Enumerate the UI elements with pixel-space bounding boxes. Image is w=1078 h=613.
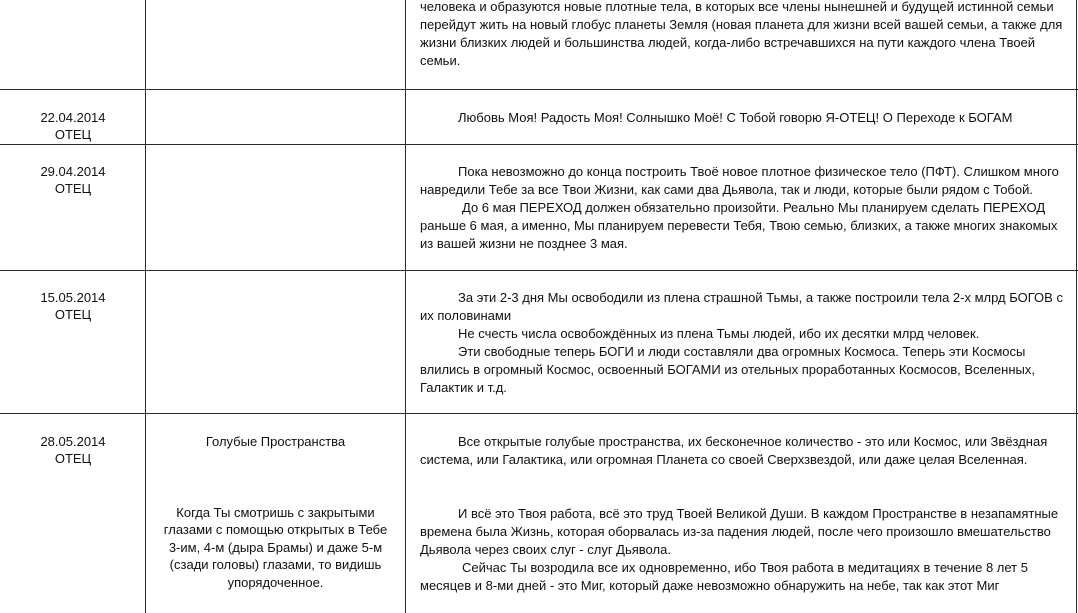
paragraph: До 6 мая ПЕРЕХОД должен обязательно произойти. Реально Мы планируем сделать ПЕРЕХОД раньше 6 мая, а именно, Мы планируем перевести Тебя, Твою семью, близких, а также многих знакомых из вашей жизни не позднее 3 мая. [420,200,1058,251]
row-divider [0,270,1078,271]
paragraph: Любовь Моя! Радость Моя! Солнышко Моё! С Тобой говорю Я-ОТЕЦ! О Переходе к БОГАМ [458,110,1013,125]
entry-author: ОТЕЦ [54,451,92,466]
message-text [420,433,1072,595]
entry-author: ОТЕЦ [54,181,92,196]
entry-date: 15.05.2014 [40,290,106,305]
topic-subtitle: Когда Ты смотришь с закрытыми глазами с помощью открытых в Тебе 3-им, 4-м (дыра Брамы) и даже 5-м (сзади головы) глазами, то видишь упорядоченное. [163,504,388,590]
paragraph: И всё это Твоя работа, всё это труд Твоей Великой Души. В каждом Пространстве в незапамятные времена была Жизнь, которая оборвалась из-за падения людей, после чего произошло вмешательство Дьявола через своих слуг - слуг Дьявола. [420,506,1059,557]
entry-author: ОТЕЦ [54,127,92,142]
paragraph: Все открытые голубые пространства, их бесконечное количество - это или Космос, или Звёздная система, или Галактика, или огромная Планета со своей Сверхзвездой, или даже целая Вселенная. [420,434,1048,467]
paragraph: За эти 2-3 дня Мы освободили из плена страшной Тьмы, а также построили тела 2-х млрд БОГОВ с их половинами [420,290,1063,323]
date-cell [0,109,146,143]
topic-title: Голубые Пространства [205,434,346,449]
row-divider [0,413,1078,414]
message-text [420,289,1072,397]
row-divider [0,144,1078,145]
column-divider [405,0,406,613]
column-divider [1076,0,1077,613]
paragraph: Пока невозможно до конца построить Твоё новое плотное физическое тело (ПФТ). Слишком много навредили Тебе за все Твои Жизни, как сами два Дьявола, так и люди, которые были рядом с Тобой. [420,164,1059,197]
message-text [420,0,1072,70]
date-cell [0,433,146,467]
entry-author: ОТЕЦ [54,307,92,322]
entry-date: 28.05.2014 [40,434,106,449]
date-cell [0,289,146,323]
row-divider [0,89,1078,90]
paragraph: Эти свободные теперь БОГИ и люди составляли два огромных Космоса. Теперь эти Космосы влились в огромный Космос, освоенный БОГАМИ из отельных проработанных Космосов, Вселенных, Галактик и т.д. [420,344,1035,395]
entry-date: 22.04.2014 [40,110,106,125]
paragraph: человека и образуются новые плотные тела, в которых все члены нынешней и будущей истинной семьи перейдут жить на новый глобус планеты Земля (новая планета для жизни всей вашей семьи, а также для жизни близких людей и большинства людей, когда-либо встречавшихся на пути каждого члена Твоей семьи. [420,0,1063,68]
topic-cell [146,433,405,591]
message-text [420,109,1072,127]
paragraph: Сейчас Ты возродила все их одновременно, ибо Твоя работа в медитациях в течение 8 лет 5 месяцев и 8-ми дней - это Миг, который даже невозможно обнаружить на небе, так как этот Миг [420,560,1028,593]
date-cell [0,163,146,197]
entry-date: 29.04.2014 [40,164,106,179]
paragraph: Не счесть числа освобождённых из плена Тьмы людей, ибо их десятки млрд человек. [458,326,980,341]
message-text [420,163,1072,253]
